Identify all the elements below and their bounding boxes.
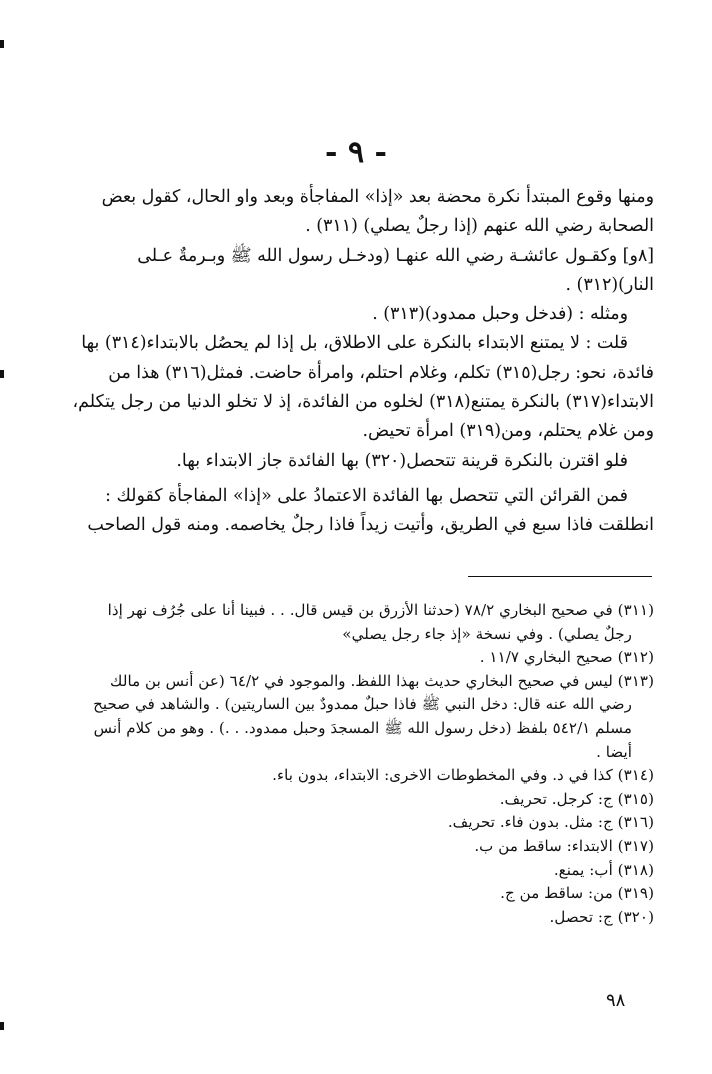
footnote-divider [468,576,652,577]
footnote-text: (٣١٨) أب: يمنع. [553,860,654,879]
footnote-text: (٣١٣) ليس في صحيح البخاري حديث بهذا اللفظ. والموجود في ٦٤/٢ (عن أنس بن مالك [110,671,654,690]
footnote-continuation: أيضا . [596,742,632,761]
text-line: فمن القرائن التي تتحصل بها الفائدة الاعتمادُ على «إذا» المفاجأة كقولك : [105,485,628,506]
text-line: الصحابة رضي الله عنهم (إذا رجلٌ يصلي) (٣١١) . [305,216,654,237]
text-line: ومنها وقوع المبتدأ نكرة محضة بعد «إذا» المفاجأة وبعد واو الحال، كقول بعض [101,187,654,207]
footnote-text: (٣١٥) ج: كرجل. تحريف. [499,789,654,808]
footnotes [58,599,654,929]
text-line: ومثله : (فدخل وحبل ممدود)(٣١٣) . [372,304,628,325]
text-line: انطلقت فاذا سبع في الطريق، وأتيت زيداً فاذا رجلٌ يخاصمه. ومنه قول الصاحب [87,515,654,536]
footnote-text: (٣١٤) كذا في د. وفي المخطوطات الاخرى: الابتداء، بدون باء. [272,766,654,785]
text-line: [٨و] وكقـول عائشـة رضي الله عنهـا (ودخـل رسول الله ﷺ وبـرمةٌ عـلى [137,245,654,266]
footnote-316 [58,811,654,835]
footnote-319 [58,882,654,906]
chapter-heading: - ٩ - [325,135,387,170]
footnote-313 [58,670,654,764]
footnote-314 [58,764,654,788]
footnote-continuation: رجلٌ يصلي) . وفي نسخة «إذ جاء رجل يصلي» [342,624,632,643]
footnote-315 [58,788,654,812]
footnote-text: (٣١٦) ج: مثل. بدون فاء. تحريف. [447,813,654,832]
footnote-320 [58,906,654,930]
footnote-311 [58,599,654,646]
page-number: ٩٨ [606,990,626,1011]
text-line: فائدة، نحو: رجل(٣١٥) تكلم، وغلام احتلم، وامرأة حاضت. فمثل(٣١٦) هذا من [108,362,654,383]
footnote-text: (٣٢٠) ج: تحصل. [549,907,654,926]
scan-edge-mark-middle [0,370,4,378]
footnote-continuation: رضي الله عنه قال: دخل النبي ﷺ فاذا حبلٌ ممدودٌ بين الساريتين) . والشاهد في صحيح [93,695,632,714]
footnote-318 [58,859,654,883]
footnote-text: (٣١٧) الابتداء: ساقط من ب. [474,836,654,855]
text-line: فلو اقترن بالنكرة قرينة تتحصل(٣٢٠) بها الفائدة جاز الابتداء بها. [176,450,628,471]
footnote-text: (٣١١) في صحيح البخاري ٧٨/٢ (حدثنا الأزرق بن قيس قال. . . فبينا أنا على جُرُف نهر إذا [107,601,654,619]
text-line: الابتداء(٣١٧) بالنكرة يمتنع(٣١٨) لخلوه من الفائدة، إذ لا تخلو الدنيا من رجل يتكلم، [72,392,654,413]
text-line: قلت : لا يمتنع الابتداء بالنكرة على الاطلاق، بل إذا لم يحصُل بالابتداء(٣١٤) بها [81,333,628,354]
footnote-text: (٣١٩) من: ساقط من ج. [500,884,654,903]
footnote-text: (٣١٢) صحيح البخاري ١١/٧ . [479,648,654,667]
scan-edge-mark-bottom [0,1022,4,1030]
text-line: ومن غلام يحتلم، ومن(٣١٩) امرأة تحيض. [362,421,654,442]
footnote-continuation: مسلم ٥٤٢/١ بلفظ (دخل رسول الله ﷺ المسجدَ وحبل ممدود. . .) . وهو من كلام أنس [93,718,632,737]
main-text [58,183,654,541]
scan-edge-mark-top [0,40,4,48]
footnote-312 [58,646,654,670]
footnote-317 [58,835,654,859]
text-line: النار)(٣١٢) . [565,274,654,295]
